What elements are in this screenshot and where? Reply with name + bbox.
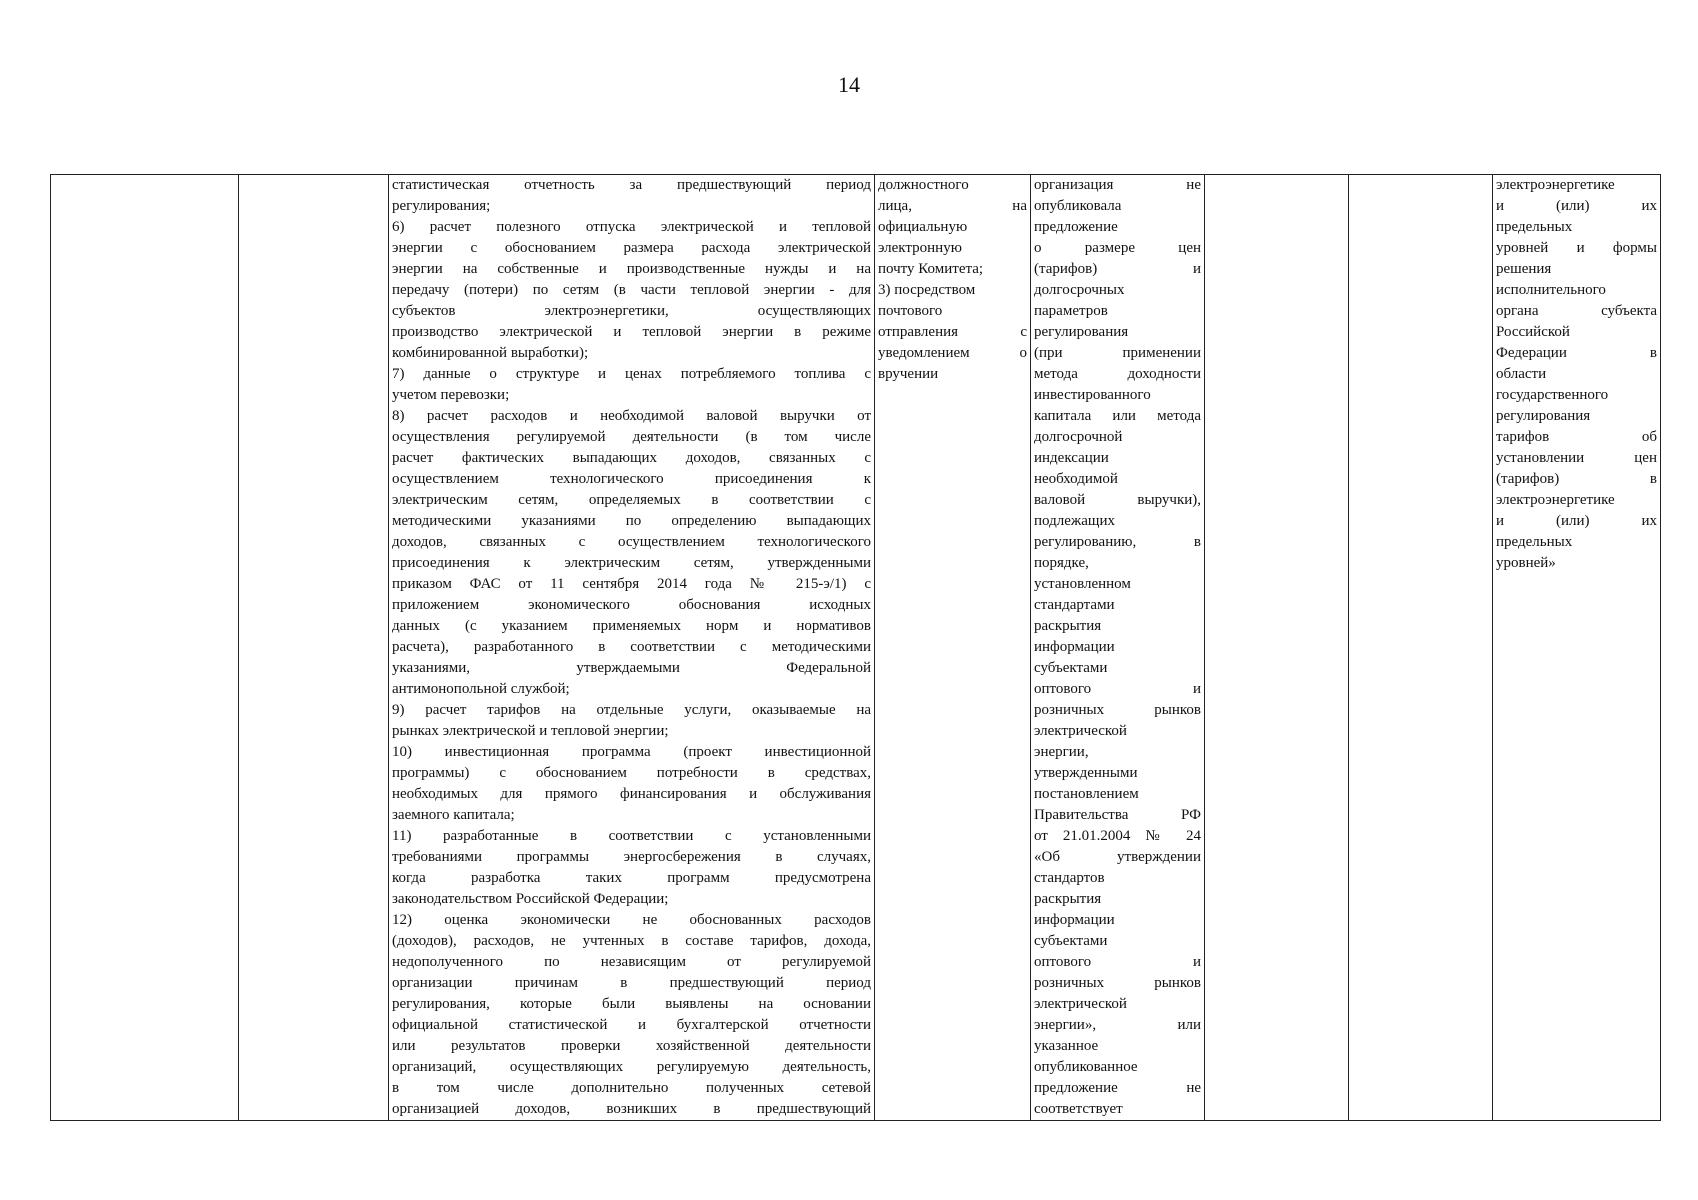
text-line: стандартами [1034, 597, 1115, 613]
text-line: регулирования [1034, 324, 1129, 340]
text-line: организацией доходов, возникших в предшествующий [392, 1101, 871, 1117]
text-line: Федерации в [1496, 345, 1657, 361]
text-line: заемного капитала; [392, 807, 515, 823]
text-line: 12) оценка экономически не обоснованных расходов [392, 912, 871, 928]
text-line: (тарифов) в [1496, 471, 1657, 487]
text-line: электрической [1034, 996, 1127, 1012]
text-line: 7) данные о структуре и ценах потребляемого топлива с [392, 366, 871, 382]
table-cell-col1 [51, 175, 239, 1121]
text-line: от 21.01.2004 № 24 [1034, 828, 1201, 844]
text-line: утвержденными [1034, 765, 1138, 781]
text-line: опубликовала [1034, 198, 1122, 214]
result-text [1496, 175, 1657, 574]
text-line: решения [1496, 261, 1552, 277]
text-line: регулированию, в [1034, 534, 1201, 550]
text-line: опубликованное [1034, 1059, 1138, 1075]
text-line: передачу (потери) по сетям (в части тепловой энергии - для [392, 282, 871, 298]
table-cell-col2 [239, 175, 389, 1121]
text-line: необходимых для прямого финансирования и обслуживания [392, 786, 871, 802]
text-line: предельных [1496, 219, 1573, 235]
text-line: стандартов [1034, 870, 1105, 886]
text-line: индексации [1034, 450, 1109, 466]
text-line: организация не [1034, 177, 1201, 193]
text-line: энергии, [1034, 744, 1089, 760]
text-line: должностного [878, 177, 969, 193]
text-line: о размере цен [1034, 240, 1201, 256]
text-line: субъектов электроэнергетики, осуществляющих [392, 303, 871, 319]
text-line: розничных рынков [1034, 975, 1201, 991]
table-cell-col6 [1205, 175, 1349, 1121]
text-line: установлении цен [1496, 450, 1657, 466]
text-line: области [1496, 366, 1547, 382]
text-line: доходов, связанных с осуществлением технологического [392, 534, 871, 550]
table-cell-col5 [1031, 175, 1205, 1121]
text-line: регулирования [1496, 408, 1591, 424]
text-line: 9) расчет тарифов на отдельные услуги, оказываемые на [392, 702, 871, 718]
text-line: почту Комитета; [878, 261, 984, 277]
text-line: законодательством Российской Федерации; [392, 891, 669, 907]
text-line: розничных рынков [1034, 702, 1201, 718]
text-line: рынках электрической и тепловой энергии; [392, 723, 669, 739]
table-cell-col4 [875, 175, 1031, 1121]
text-line: осуществлением технологического присоединения к [392, 471, 871, 487]
document-table [50, 174, 1661, 1121]
text-line: «Об утверждении [1034, 849, 1201, 865]
text-line: органа субъекта [1496, 303, 1657, 319]
text-line: 8) расчет расходов и необходимой валовой выручки от [392, 408, 871, 424]
text-line: порядке, [1034, 555, 1089, 571]
text-line: предложение [1034, 219, 1118, 235]
refusal-grounds-text [1034, 175, 1201, 1120]
text-line: энергии на собственные и производственные нужды и на [392, 261, 871, 277]
text-line: электронную [878, 240, 962, 256]
text-line: исполнительного [1496, 282, 1606, 298]
text-line: субъектами [1034, 660, 1108, 676]
text-line: подлежащих [1034, 513, 1115, 529]
text-line: недополученного по независящим от регулируемой [392, 954, 871, 970]
text-line: организации причинам в предшествующий период [392, 975, 871, 991]
text-line: тарифов об [1496, 429, 1657, 445]
text-line: методическими указаниями по определению выпадающих [392, 513, 871, 529]
text-line: приложением экономического обоснования исходных [392, 597, 871, 613]
table-row [51, 175, 1661, 1121]
table-cell-col7 [1349, 175, 1493, 1121]
text-line: энергии с обоснованием размера расхода электрической [392, 240, 871, 256]
text-line: (доходов), расходов, не учтенных в составе тарифов, дохода, [392, 933, 871, 949]
text-line: лица, на [878, 198, 1027, 214]
text-line: вручении [878, 366, 939, 382]
text-line: установленном [1034, 576, 1131, 592]
text-line: долгосрочной [1034, 429, 1123, 445]
text-line: информации [1034, 912, 1115, 928]
text-line: раскрытия [1034, 618, 1102, 634]
page-number: 14 [838, 72, 860, 97]
text-line: параметров [1034, 303, 1108, 319]
text-line: постановлением [1034, 786, 1139, 802]
text-line: антимонопольной службой; [392, 681, 570, 697]
text-line: 10) инвестиционная программа (проект инвестиционной [392, 744, 871, 760]
text-line: и (или) их [1496, 198, 1657, 214]
required-documents-text [392, 175, 871, 1120]
text-line: капитала или метода [1034, 408, 1201, 424]
text-line: регулирования; [392, 198, 491, 214]
text-line: комбинированной выработки); [392, 345, 589, 361]
text-line: информации [1034, 639, 1115, 655]
text-line: программы) с обоснованием потребности в средствах, [392, 765, 871, 781]
text-line: соответствует [1034, 1101, 1123, 1117]
text-line: уровней и формы [1496, 240, 1657, 256]
text-line: электроэнергетике [1496, 492, 1615, 508]
text-line: предельных [1496, 534, 1573, 550]
text-line: электрическим сетям, определяемых в соответствии с [392, 492, 871, 508]
text-line: валовой выручки), [1034, 492, 1201, 508]
text-line: расчет фактических выпадающих доходов, связанных с [392, 450, 871, 466]
text-line: 11) разработанные в соответствии с установленными [392, 828, 871, 844]
text-line: и (или) их [1496, 513, 1657, 529]
text-line: (тарифов) и [1034, 261, 1201, 277]
table-cell-col3 [389, 175, 875, 1121]
text-line: энергии», или [1034, 1017, 1201, 1033]
text-line: предложение не [1034, 1080, 1201, 1096]
text-line: Российской [1496, 324, 1570, 340]
text-line: статистическая отчетность за предшествующий период [392, 177, 871, 193]
text-line: уровней» [1496, 555, 1556, 571]
text-line: данных (с указанием применяемых норм и нормативов [392, 618, 871, 634]
submission-method-text [878, 175, 1027, 385]
text-line: требованиями программы энергосбережения в случаях, [392, 849, 871, 865]
text-line: официальную [878, 219, 968, 235]
text-line: 6) расчет полезного отпуска электрической и тепловой [392, 219, 871, 235]
text-line: отправления с [878, 324, 1027, 340]
text-line: учетом перевозки; [392, 387, 510, 403]
text-line: в том числе дополнительно полученных сетевой [392, 1080, 871, 1096]
text-line: официальной статистической и бухгалтерской отчетности [392, 1017, 871, 1033]
text-line: почтового [878, 303, 943, 319]
text-line: раскрытия [1034, 891, 1102, 907]
text-line: регулирования, которые были выявлены на основании [392, 996, 871, 1012]
text-line: необходимой [1034, 471, 1118, 487]
text-line: электрической [1034, 723, 1127, 739]
text-line: указанное [1034, 1038, 1099, 1054]
table-cell-col8 [1493, 175, 1661, 1121]
text-line: электроэнергетике [1496, 177, 1615, 193]
text-line: инвестированного [1034, 387, 1151, 403]
text-line: организаций, осуществляющих регулируемую деятельность, [392, 1059, 871, 1075]
text-line: долгосрочных [1034, 282, 1125, 298]
text-line: государственного [1496, 387, 1609, 403]
text-line: Правительства РФ [1034, 807, 1201, 823]
text-line: производство электрической и тепловой энергии в режиме [392, 324, 871, 340]
text-line: или результатов проверки хозяйственной деятельности [392, 1038, 871, 1054]
text-line: субъектами [1034, 933, 1108, 949]
text-line: уведомлением о [878, 345, 1027, 361]
text-line: расчета), разработанного в соответствии с методическими [392, 639, 871, 655]
text-line: указаниями, утверждаемыми Федеральной [392, 660, 871, 676]
text-line: метода доходности [1034, 366, 1201, 382]
text-line: приказом ФАС от 11 сентября 2014 года № 215-э/1) с [392, 576, 871, 592]
text-line: 3) посредством [878, 282, 976, 298]
text-line: оптового и [1034, 954, 1201, 970]
text-line: (при применении [1034, 345, 1201, 361]
text-line: присоединения к электрическим сетям, утвержденными [392, 555, 871, 571]
text-line: когда разработка таких программ предусмотрена [392, 870, 871, 886]
text-line: осуществления регулируемой деятельности (в том числе [392, 429, 871, 445]
text-line: оптового и [1034, 681, 1201, 697]
